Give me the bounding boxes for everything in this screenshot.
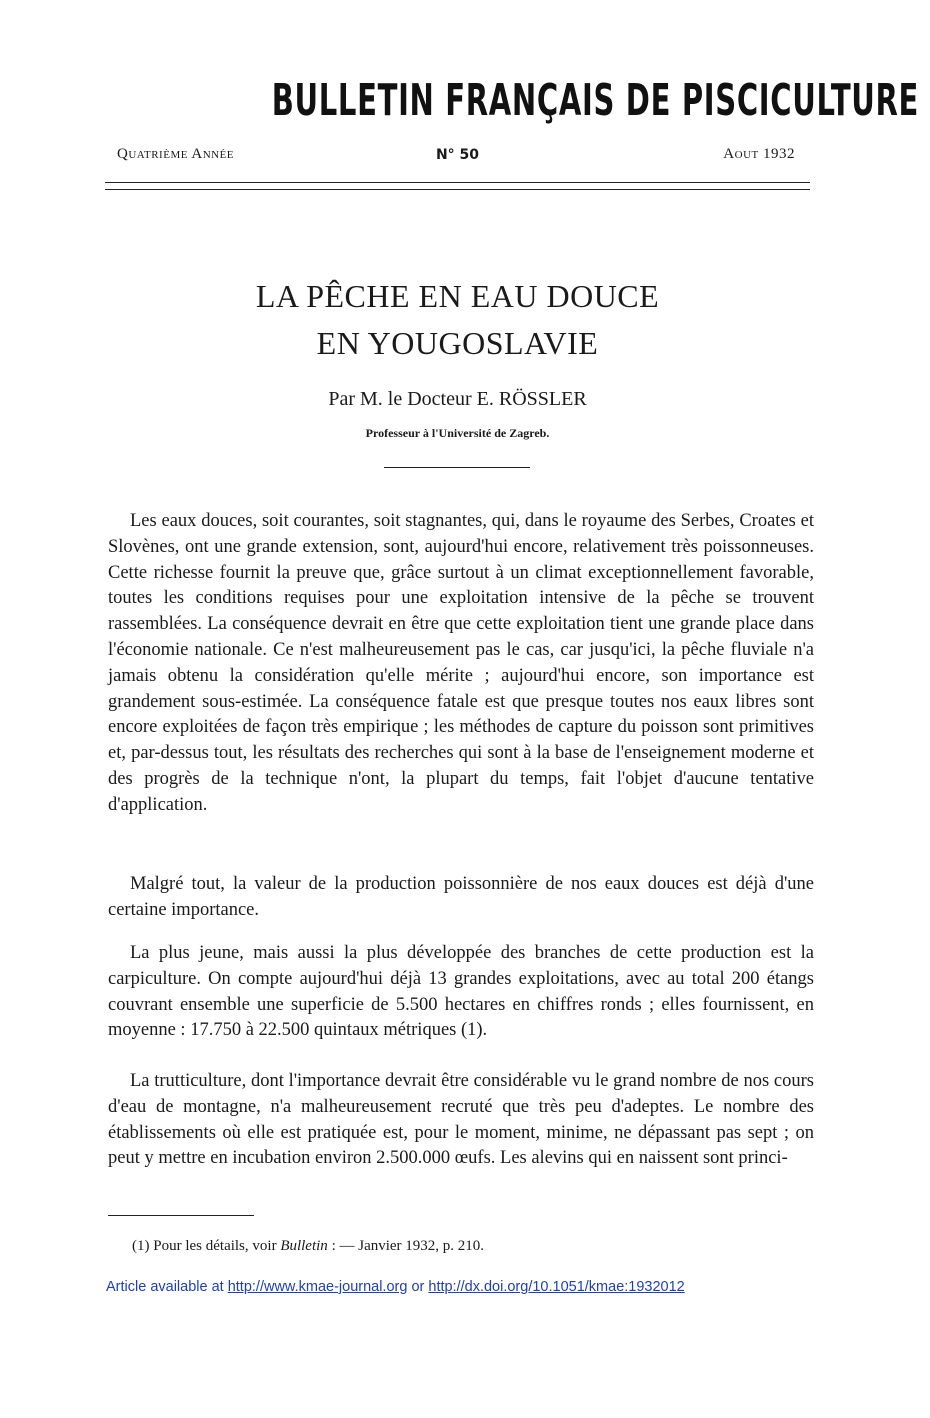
- issue-line: [105, 146, 810, 168]
- availability-prefix: Article available at: [106, 1279, 228, 1295]
- issue-year: Quatrième Année: [117, 146, 235, 162]
- header-rule-thick: [105, 182, 810, 183]
- paragraph-1-text: Les eaux douces, soit courantes, soit stagnantes, qui, dans le royaume des Serbes, Croates et Slovènes, ont une grande extension, sont, aujourd'hui encore, relativement très poissonneuses. Cette richesse fournit la preuve que, grâce surtout à un climat exceptionnellement favorable, toutes les conditions requises pour une exploitation intensive de la pêche se trouvent rassemblées. La conséquence devrait en être que cette exploitation tient une grande place dans l'économie nationale. Ce n'est malheureusement pas le cas, car jusqu'ici, la pêche fluviale n'a jamais obtenu la considération qu'elle mérite ; aujourd'hui encore, son importance est grandement sous-estimée. La conséquence fatale est que presque toutes nos eaux libres sont encore exploitées de façon très empirique ; les méthodes de capture du poisson sont primitives et, par-dessus tout, les résultats des recherches qui sont à la base de l'enseignement moderne et des progrès de la technique n'ont, la plupart du temps, fait l'objet d'aucune tentative d'application.: [108, 511, 814, 815]
- paragraph-2-text: Malgré tout, la valeur de la production poissonnière de nos eaux douces est déjà d'une certaine importance.: [108, 874, 814, 920]
- article-title-line-2: EN YOUGOSLAVIE: [316, 325, 599, 361]
- availability-middle: or: [407, 1279, 429, 1295]
- footnote-journal: Bulletin: [280, 1238, 328, 1254]
- paragraph-1: [108, 509, 814, 819]
- footnote-suffix: : — Janvier 1932, p. 210.: [327, 1238, 485, 1254]
- article-title-line-1: LA PÊCHE EN EAU DOUCE: [255, 278, 660, 314]
- header-rule-thin: [105, 189, 810, 190]
- footnote: [132, 1238, 484, 1255]
- paragraph-2: [108, 872, 814, 924]
- issue-date: Aout 1932: [723, 146, 795, 162]
- journal-title: BULLETIN FRANÇAIS DE PISCICULTURE: [271, 75, 920, 126]
- author-byline: Par M. le Docteur E. RÖSSLER: [328, 388, 587, 410]
- paragraph-4: [108, 1069, 814, 1172]
- title-separator: [384, 467, 530, 468]
- paragraph-3-text: La plus jeune, mais aussi la plus développée des branches de cette production est la carpiculture. On compte aujourd'hui déjà 13 grandes exploitations, avec au total 200 étangs couvrant ensemble une superficie de 5.500 hectares en chiffres ronds ; elles fournissent, en moyenne : 17.750 à 22.500 quintaux métriques (1).: [108, 943, 814, 1041]
- paragraph-4-text: La trutticulture, dont l'importance devrait être considérable vu le grand nombre de nos cours d'eau de montagne, n'a malheureusement recruté que très peu d'adeptes. Le nombre des établissements où elle est pratiquée est, pour le moment, minime, ne dépassant pas sept ; on peut y mettre en incubation environ 2.500.000 œufs. Les alevins qui en naissent sont princi-: [108, 1071, 814, 1169]
- footnote-rule: [108, 1215, 254, 1216]
- footnote-prefix: (1) Pour les détails, voir: [132, 1238, 281, 1254]
- author-affiliation: Professeur à l'Université de Zagreb.: [365, 426, 550, 440]
- doi-link[interactable]: http://dx.doi.org/10.1051/kmae:1932012: [428, 1279, 685, 1295]
- kmae-journal-link[interactable]: http://www.kmae-journal.org: [227, 1279, 408, 1295]
- issue-number: N° 50: [435, 147, 480, 163]
- article-availability: [106, 1279, 685, 1295]
- paragraph-3: [108, 941, 814, 1044]
- journal-masthead: [105, 68, 920, 134]
